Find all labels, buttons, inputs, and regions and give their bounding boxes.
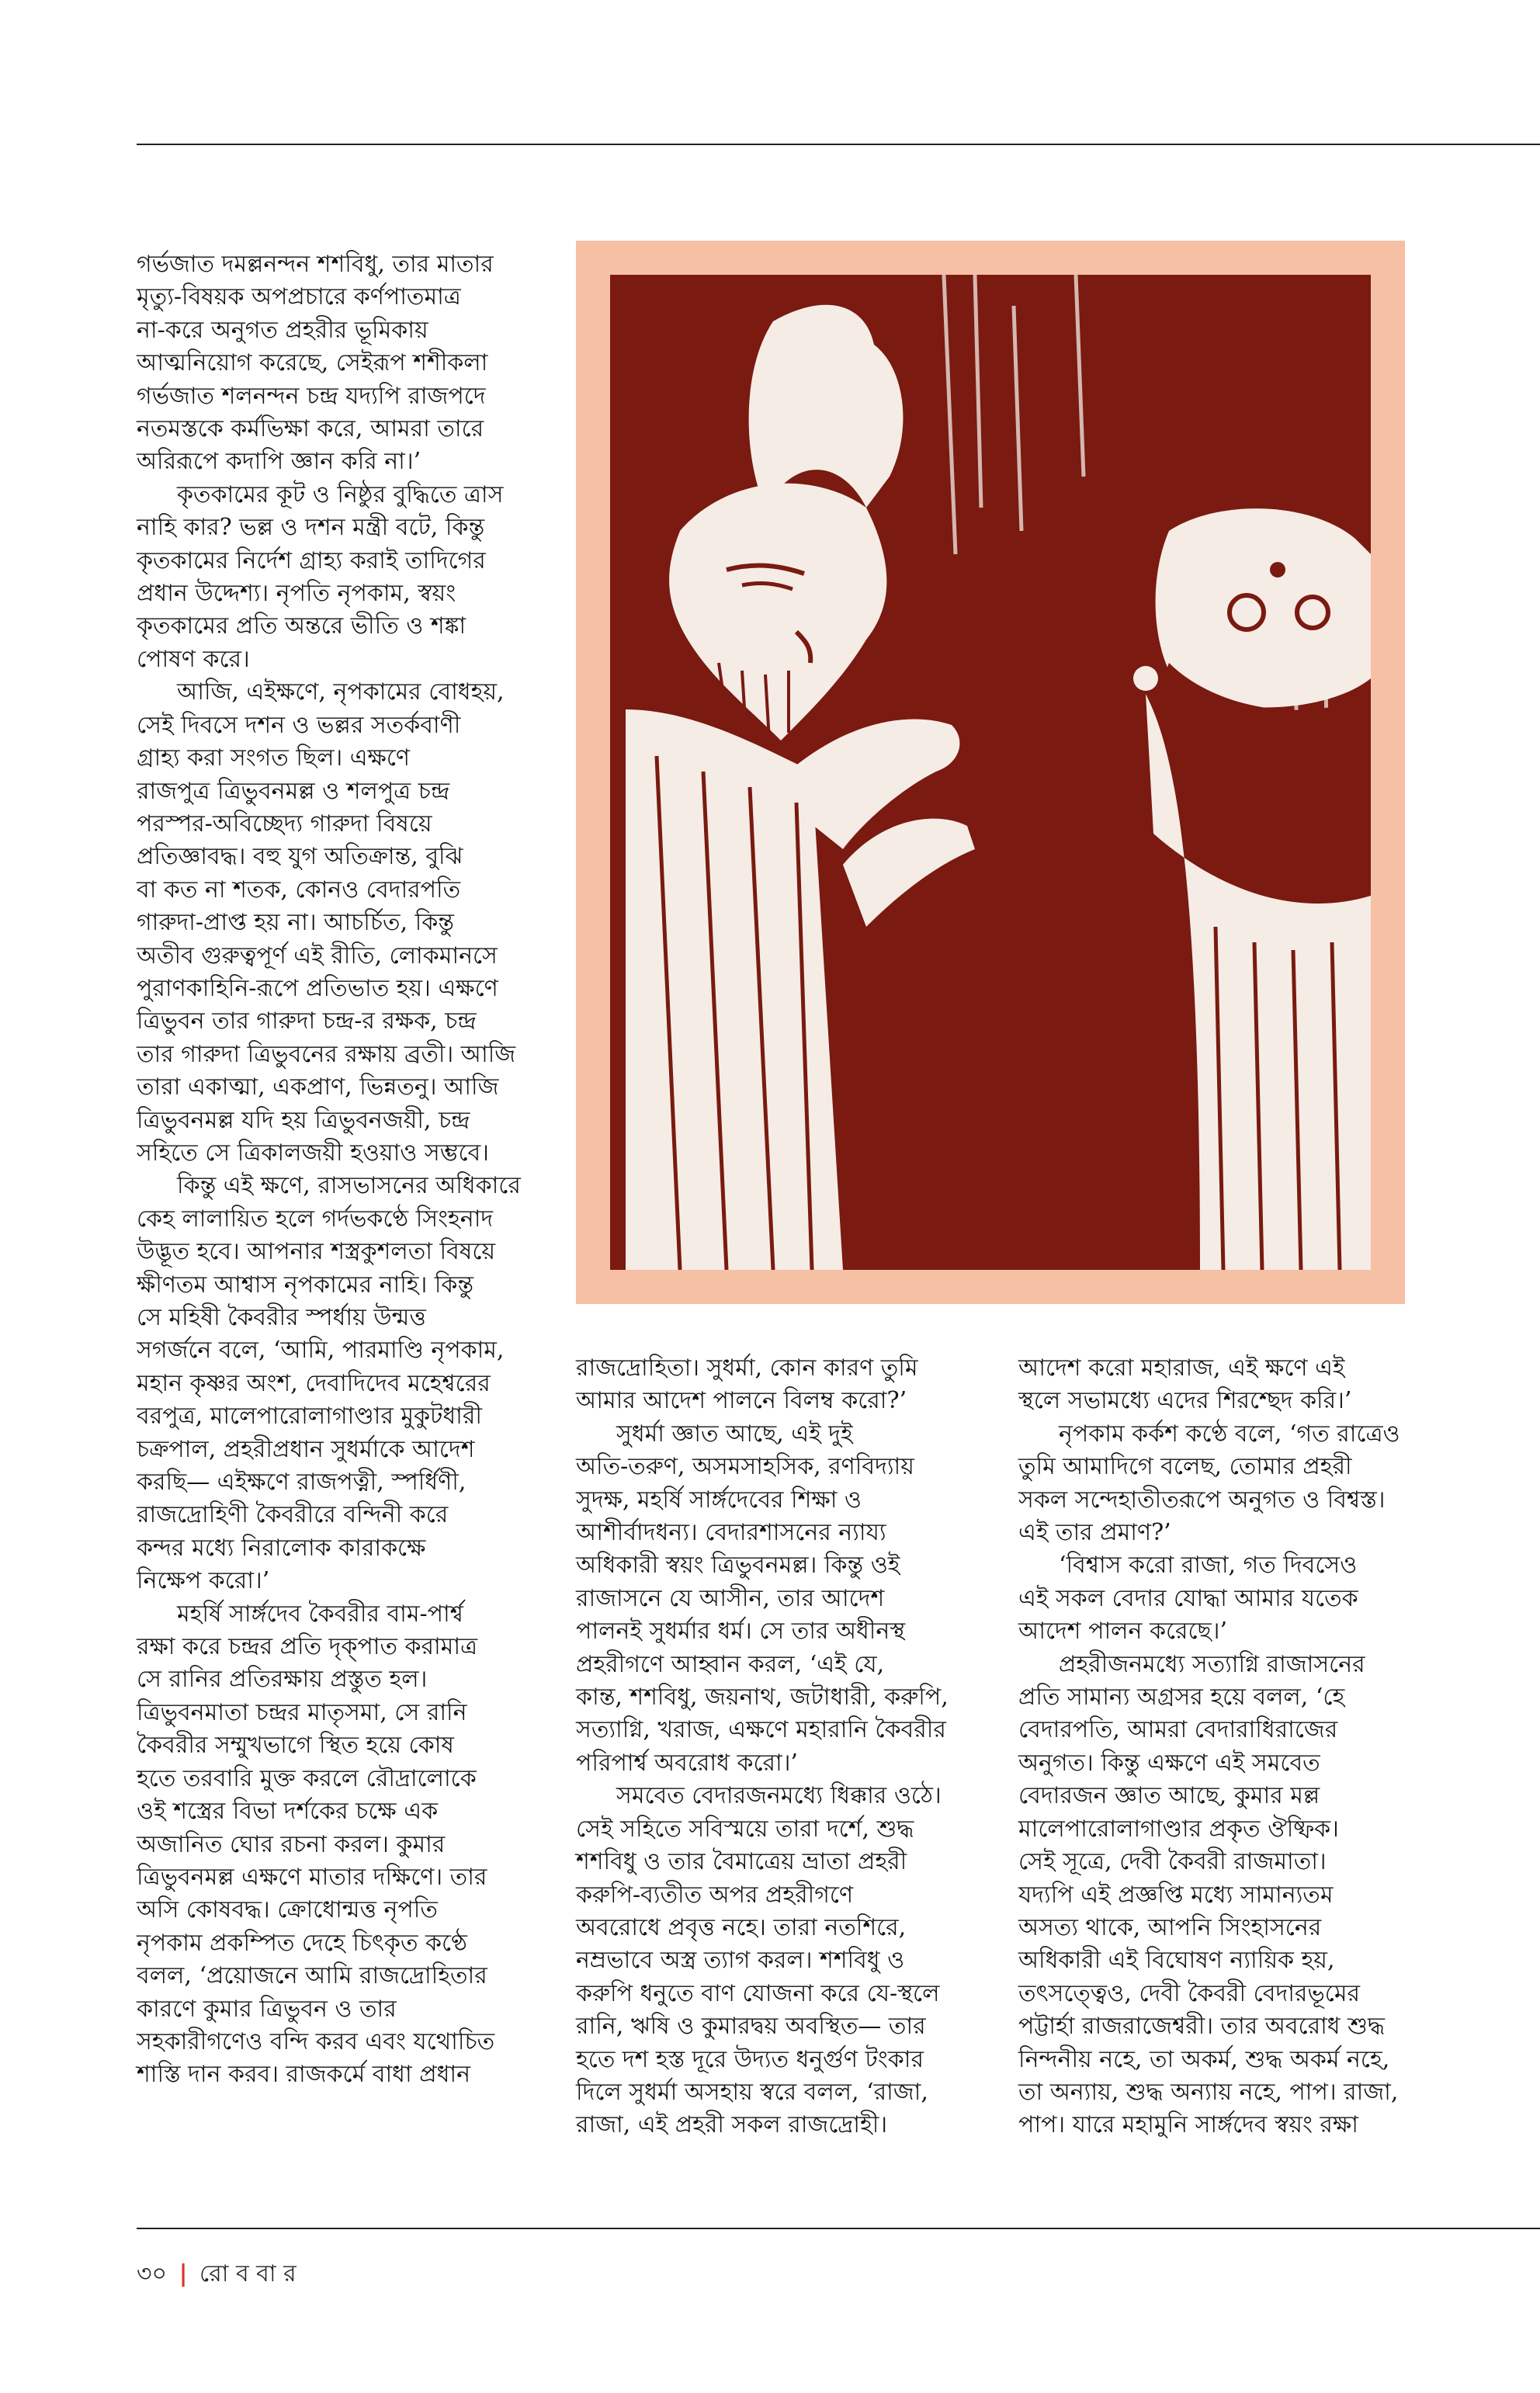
paragraph — [137, 676, 633, 1170]
text-line: কান্ত, শশবিধু, জয়নাথ, জটাধারী, করুপি, — [576, 1684, 949, 1712]
text-line: ত্রিভুবনমল্ল এক্ষণে মাতার দক্ষিণে। তার — [137, 1863, 487, 1891]
text-line: অসত্য থাকে, আপনি সিংহাসনের — [1018, 1913, 1322, 1941]
text-line: পালনই সুধর্মার ধর্ম। সে তার অধীনস্থ — [576, 1618, 906, 1646]
text-line: রক্ষা করে চন্দ্রর প্রতি দৃক্‌পাত করামাত্র — [137, 1633, 478, 1661]
text-line: শশবিধু ও তার বৈমাত্রেয় ভ্রাতা প্রহরী — [576, 1848, 907, 1876]
text-line: ‘বিশ্বাস করো রাজা, গত দিবসেও — [1059, 1552, 1358, 1580]
text-line: পরস্পর-অবিচ্ছেদ্য গারুদা বিষয়ে — [137, 810, 432, 838]
text-line: প্রহরীগণে আহ্বান করল, ‘এই যে, — [576, 1650, 885, 1678]
text-line: সেই সহিতে সবিস্ময়ে তারা দর্শে, শুদ্ধ — [576, 1815, 914, 1843]
paragraph — [1018, 1418, 1515, 1550]
text-line: পরিপার্শ্ব অবরোধ করো।’ — [576, 1749, 798, 1777]
text-line: আশীর্বাদধন্য। বেদারশাসনের ন্যায্য — [576, 1519, 886, 1547]
text-line: কৈবরীর সম্মুখভাগে স্থিত হয়ে কোষ — [137, 1732, 454, 1760]
text-line: নিন্দনীয় নহে, তা অকর্ম, শুদ্ধ অকর্ম নহে, — [1018, 2045, 1390, 2073]
text-line: নৃপকাম প্রকম্পিত দেহে চিৎকৃত কণ্ঠে — [137, 1929, 467, 1957]
text-line: বরপুত্র, মালেপারোলাগাণ্ডার মুকুটধারী — [137, 1403, 482, 1431]
footer-separator: | — [179, 2260, 188, 2287]
text-line: উদ্ভূত হবে। আপনার শস্ত্রকুশলতা বিষয়ে — [137, 1238, 496, 1266]
text-line: দিলে সুধর্মা অসহায় স্বরে বলল, ‘রাজা, — [576, 2078, 928, 2106]
text-line: বেদারপতি, আমরা বেদারাধিরাজের — [1018, 1716, 1338, 1744]
text-line: অসি কোষবদ্ধ। ক্রোধোন্মত্ত নৃপতি — [137, 1896, 438, 1924]
illustration-frame — [576, 241, 1405, 1304]
text-line: মালেপারোলাগাণ্ডার প্রকৃত ঔষ্ফিক। — [1018, 1815, 1339, 1843]
text-line: করুপি ধনুতে বাণ যোজনা করে যে-স্থলে — [576, 1979, 940, 2007]
text-line: ওই শস্ত্রের বিভা দর্শকের চক্ষে এক — [137, 1798, 439, 1826]
text-line: রাজপুত্র ত্রিভুবনমল্ল ও শলপুত্র চন্দ্র — [137, 777, 450, 805]
text-line: সমবেত বেদারজনমধ্যে ধিক্কার ওঠে। — [616, 1782, 942, 1810]
text-line: পুরাণকাহিনি-রূপে প্রতিভাত হয়। এক্ষণে — [137, 974, 498, 1002]
magazine-name: রো ব বা র — [199, 2260, 297, 2287]
paragraph — [137, 1598, 633, 2092]
text-line: যদ্যপি এই প্রজ্ঞপ্তি মধ্যে সামান্যতম — [1018, 1881, 1334, 1909]
text-line: স্থলে সভামধ্যে এদের শিরশ্ছেদ করি।’ — [1018, 1387, 1352, 1415]
text-line: ক্ষীণতম আশ্বাস নৃপকামের নাহি। কিন্তু — [137, 1271, 474, 1299]
text-line: মৃত্যু-বিষয়ক অপপ্রচারে কর্ণপাতমাত্র — [137, 283, 461, 311]
page-footer — [137, 2255, 297, 2294]
text-line: আমার আদেশ পালনে বিলম্ব করো?’ — [576, 1387, 907, 1415]
bottom-rule — [137, 2228, 1540, 2229]
top-rule — [137, 144, 1540, 145]
text-line: তা অন্যায়, শুদ্ধ অন্যায় নহে, পাপ। রাজা, — [1018, 2078, 1399, 2106]
text-line: ত্রিভুবনমল্ল যদি হয় ত্রিভুবনজয়ী, চন্দ্র — [137, 1106, 470, 1134]
text-line: গারুদা-প্রাপ্ত হয় না। আচর্চিত, কিন্তু — [137, 909, 454, 937]
paragraph — [1018, 1549, 1515, 1648]
text-line: প্রতিজ্ঞাবদ্ধ। বহু যুগ অতিক্রান্ত, বুঝি — [137, 843, 463, 871]
text-line: অজানিত ঘোর রচনা করল। কুমার — [137, 1830, 446, 1858]
text-line: আত্মনিয়োগ করেছে, সেইরূপ শশীকলা — [137, 349, 488, 377]
text-line: রাজদ্রোহিতা। সুধর্মা, কোন কারণ তুমি — [576, 1354, 918, 1382]
text-line: আদেশ পালন করেছে।’ — [1018, 1618, 1227, 1646]
text-line: বেদারজন জ্ঞাত আছে, কুমার মল্ল — [1018, 1782, 1320, 1810]
paragraph — [576, 1780, 1042, 2142]
text-line: করুপি-ব্যতীত অপর প্রহরীগণে — [576, 1881, 854, 1909]
text-line: সগর্জনে বলে, ‘আমি, পারমাণ্ডি নৃপকাম, — [137, 1337, 505, 1365]
text-line: মহর্ষি সার্ঙ্গদেব কৈবরীর বাম-পার্শ্ব — [177, 1600, 463, 1628]
text-line: নাহি কার? ভল্ল ও দশন মন্ত্রী বটে, কিন্তু — [137, 514, 485, 542]
text-line: রাজা, এই প্রহরী সকল রাজদ্রোহী। — [576, 2111, 888, 2139]
text-line: সত্যাগ্নি, খরাজ, এক্ষণে মহারানি কৈবরীর — [576, 1716, 946, 1744]
text-line: গর্ভজাত শলনন্দন চন্দ্র যদ্যপি রাজপদে — [137, 382, 486, 410]
text-column-middle — [576, 1352, 1042, 2142]
text-line: এই তার প্রমাণ?’ — [1018, 1519, 1171, 1547]
text-line: নতমস্তকে কর্মভিক্ষা করে, আমরা তারে — [137, 415, 484, 443]
paragraph — [1018, 1649, 1515, 2142]
text-line: সে রানির প্রতিরক্ষায় প্রস্তুত হল। — [137, 1666, 428, 1694]
woodcut-illustration — [610, 275, 1371, 1270]
text-line: কেহ লালায়িত হলে গর্দভকণ্ঠে সিংহনাদ — [137, 1205, 494, 1233]
text-line: সে মহিষী কৈবরীর স্পর্ধায় উন্মত্ত — [137, 1304, 426, 1331]
text-column-left — [137, 248, 633, 2092]
text-line: ত্রিভুবনমাতা চন্দ্রর মাতৃসমা, সে রানি — [137, 1698, 467, 1726]
text-line: আদেশ করো মহারাজ, এই ক্ষণে এই — [1018, 1354, 1345, 1382]
text-line: গ্রাহ্য করা সংগত ছিল। এক্ষণে — [137, 744, 411, 772]
text-line: নম্রভাবে অস্ত্র ত্যাগ করল। শশবিধু ও — [576, 1947, 905, 1975]
text-line: অরিরূপে কদাপি জ্ঞান করি না।’ — [137, 448, 421, 476]
text-line: তৎসত্ত্বেও, দেবী কৈবরী বেদারভূমের — [1018, 1979, 1361, 2007]
text-line: রানি, ঋষি ও কুমারদ্বয় অবস্থিত— তার — [576, 2013, 926, 2041]
text-column-right — [1018, 1352, 1515, 2142]
text-line: অতি-তরুণ, অসমসাহসিক, রণবিদ্যায় — [576, 1453, 914, 1481]
text-line: কন্দর মধ্যে নিরালোক কারাকক্ষে — [137, 1534, 426, 1562]
text-line: কৃতকামের নির্দেশ গ্রাহ্য করাই তাদিগের — [137, 546, 486, 574]
text-line: প্রধান উদ্দেশ্য। নৃপতি নৃপকাম, স্বয়ং — [137, 580, 456, 608]
text-line: রাজাসনে যে আসীন, তার আদেশ — [576, 1584, 885, 1612]
text-line: সুধর্মা জ্ঞাত আছে, এই দুই — [616, 1420, 853, 1448]
text-line: সকল সন্দেহাতীতরূপে অনুগত ও বিশ্বস্ত। — [1018, 1486, 1386, 1514]
text-line: সেই দিবসে দশন ও ভল্লর সতর্কবাণী — [137, 711, 461, 739]
text-line: শাস্তি দান করব। রাজকর্মে বাধা প্রধান — [137, 2061, 471, 2089]
text-line: মহান কৃষ্ণর অংশ, দেবাদিদেব মহেশ্বরের — [137, 1369, 491, 1397]
paragraph — [137, 479, 633, 676]
text-line: পট্টার্হা রাজরাজেশ্বরী। তার অবরোধ শুদ্ধ — [1018, 2013, 1385, 2041]
paragraph — [137, 1170, 633, 1597]
text-line: প্রতি সামান্য অগ্রসর হয়ে বলল, ‘হে — [1018, 1684, 1345, 1712]
text-line: অনুগত। কিন্তু এক্ষণে এই সমবেত — [1018, 1749, 1320, 1777]
text-line: কৃতকামের কূট ও নিষ্ঠুর বুদ্ধিতে ত্রাস — [177, 480, 504, 508]
paragraph — [137, 248, 633, 479]
text-line: হতে তরবারি মুক্ত করলে রৌদ্রালোকে — [137, 1764, 477, 1792]
text-line: না-করে অনুগত প্রহরীর ভূমিকায় — [137, 316, 428, 344]
text-line: তার গারুদা ত্রিভুবনের রক্ষায় ব্রতী। আজি — [137, 1040, 516, 1068]
text-line: অবরোধে প্রবৃত্ত নহে। তারা নতশিরে, — [576, 1913, 907, 1941]
page-number: ৩০ — [137, 2260, 168, 2287]
text-line: এই সকল বেদার যোদ্ধা আমার যতেক — [1018, 1584, 1358, 1612]
text-line: গর্ভজাত দমল্লনন্দন শশবিধু, তার মাতার — [137, 251, 494, 278]
text-line: বলল, ‘প্রয়োজনে আমি রাজদ্রোহিতার — [137, 1962, 487, 1990]
text-line: তারা একাত্মা, একপ্রাণ, ভিন্নতনু। আজি — [137, 1073, 499, 1101]
text-line: অধিকারী এই বিঘোষণ ন্যায়িক হয়, — [1018, 1947, 1335, 1975]
text-line: পাপ। যারে মহামুনি সার্ঙ্গদেব স্বয়ং রক্ষা — [1018, 2111, 1358, 2139]
text-line: সহিতে সে ত্রিকালজয়ী হওয়াও সম্ভবে। — [137, 1139, 489, 1167]
paragraph — [1018, 1352, 1515, 1418]
text-line: কারণে কুমার ত্রিভুবন ও তার — [137, 1995, 397, 2023]
text-line: সুদক্ষ, মহর্ষি সার্ঙ্গদেবের শিক্ষা ও — [576, 1486, 862, 1514]
paragraph — [576, 1352, 1042, 1418]
text-line: হতে দশ হস্ত দূরে উদ্যত ধনুর্গুণ টংকার — [576, 2045, 924, 2073]
text-line: সহকারীগণেও বন্দি করব এবং যথোচিত — [137, 2027, 495, 2055]
text-line: বা কত না শতক, কোনও বেদারপতি — [137, 876, 461, 903]
text-line: করছি— এইক্ষণে রাজপত্নী, স্পর্ধিণী, — [137, 1469, 467, 1496]
text-line: কৃতকামের প্রতি অন্তরে ভীতি ও শঙ্কা — [137, 612, 467, 640]
text-line: প্রহরীজনমধ্যে সত্যাগ্নি রাজাসনের — [1059, 1650, 1365, 1678]
text-line: চক্রপাল, প্রহরীপ্রধান সুধর্মাকে আদেশ — [137, 1435, 475, 1463]
text-line: নিক্ষেপ করো।’ — [137, 1567, 270, 1595]
text-line: কিন্তু এই ক্ষণে, রাসভাসনের অধিকারে — [177, 1172, 521, 1200]
paragraph — [576, 1418, 1042, 1780]
text-line: নৃপকাম কর্কশ কণ্ঠে বলে, ‘গত রাত্রেও — [1059, 1420, 1400, 1448]
text-line: সেই সূত্রে, দেবী কৈবরী রাজমাতা। — [1018, 1848, 1327, 1876]
text-line: রাজদ্রোহিণী কৈবরীরে বন্দিনী করে — [137, 1501, 449, 1529]
text-line: আজি, এইক্ষণে, নৃপকামের বোধহয়, — [177, 678, 505, 706]
text-line: পোষণ করে। — [137, 645, 250, 673]
text-line: ত্রিভুবন তার গারুদা চন্দ্র-র রক্ষক, চন্দ্র — [137, 1007, 477, 1035]
text-line: অধিকারী স্বয়ং ত্রিভুবনমল্ল। কিন্তু ওই — [576, 1552, 900, 1580]
text-line: অতীব গুরুত্বপূর্ণ এই রীতি, লোকমানসে — [137, 942, 498, 969]
text-line: তুমি আমাদিগে বলেছ, তোমার প্রহরী — [1018, 1453, 1352, 1481]
